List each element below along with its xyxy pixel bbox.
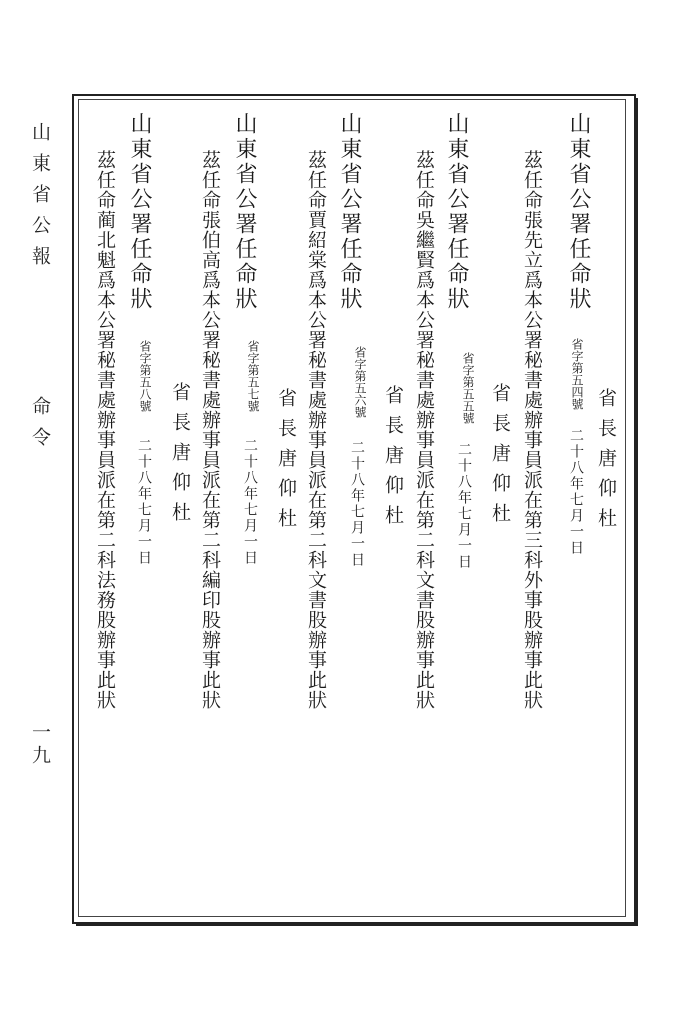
order-3-governor: 省長唐仰杜 xyxy=(382,385,404,535)
order-4-heading: 山東省公署任命狀 xyxy=(232,112,257,312)
order-5-governor: 省長唐仰杜 xyxy=(169,382,191,532)
order-2-date: 二十八年七月一日 xyxy=(456,442,472,570)
page-number: 一九 xyxy=(29,722,51,768)
order-5-number: 省字第五八號 xyxy=(138,340,152,412)
order-3-number: 省字第五六號 xyxy=(353,346,367,418)
order-4-governor: 省長唐仰杜 xyxy=(275,388,297,538)
order-2-number: 省字第五五號 xyxy=(461,352,475,424)
order-3-body: 茲任命賈紹棠爲本公署秘書處辦事員派在第二科文書股辦事此狀 xyxy=(305,150,327,710)
order-5-body: 茲任命蔺北魁爲本公署秘書處辦事員派在第二科法務股辦事此狀 xyxy=(94,150,116,710)
order-4-date: 二十八年七月一日 xyxy=(242,438,258,566)
order-5-date: 二十八年七月一日 xyxy=(136,438,152,566)
publication-title: 山東省公報 xyxy=(29,122,51,277)
order-1-number: 省字第五四號 xyxy=(570,338,584,410)
order-3-date: 二十八年七月一日 xyxy=(349,440,365,568)
section-label: 命令 xyxy=(29,396,51,458)
order-4-number: 省字第五七號 xyxy=(246,340,260,412)
order-2-heading: 山東省公署任命狀 xyxy=(444,112,469,312)
order-1-heading: 山東省公署任命狀 xyxy=(566,112,591,312)
order-2-governor: 省長唐仰杜 xyxy=(489,383,511,533)
frame-shadow-bottom xyxy=(76,922,638,926)
order-1-governor: 省長唐仰杜 xyxy=(595,388,617,538)
order-3-heading: 山東省公署任命狀 xyxy=(337,112,362,312)
frame-shadow-right xyxy=(634,98,638,926)
order-1-body: 茲任命張先立爲本公署秘書處辦事員派在第三科外事股辦事此狀 xyxy=(521,150,543,710)
order-1-date: 二十八年七月一日 xyxy=(568,428,584,556)
order-2-body: 茲任命吳繼賢爲本公署秘書處辦事員派在第二科文書股辦事此狀 xyxy=(413,150,435,710)
order-5-heading: 山東省公署任命狀 xyxy=(127,112,152,312)
order-4-body: 茲任命張伯高爲本公署秘書處辦事員派在第二科編印股辦事此狀 xyxy=(199,150,221,710)
